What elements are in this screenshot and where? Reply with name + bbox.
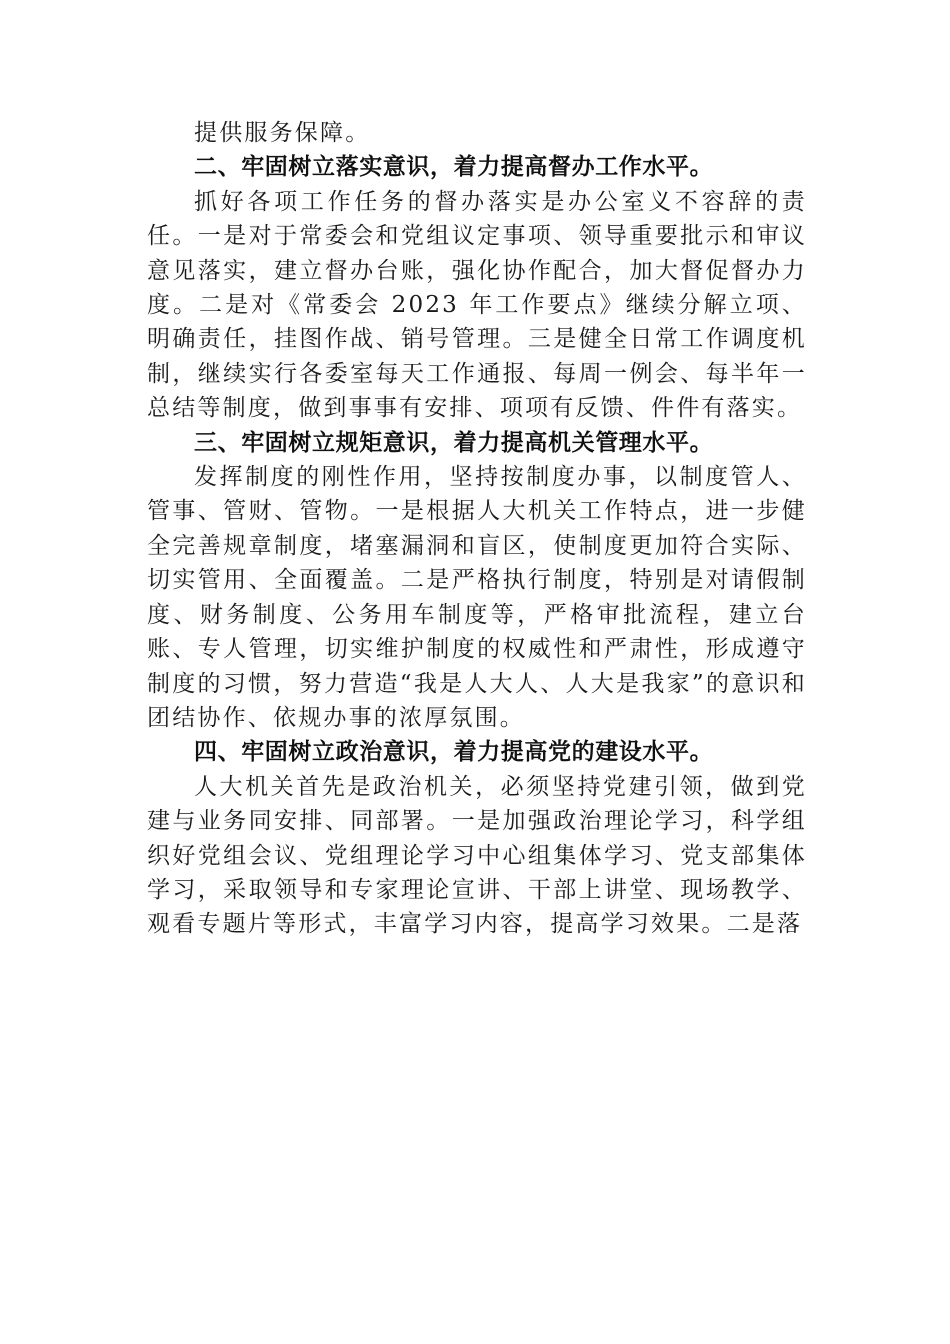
section-2-heading: 二、牢固树立落实意识，着力提高督办工作水平。 <box>194 154 714 181</box>
section-2-paragraph: 抓好各项工作任务的督办落实是办公室义不容辞的责任。一是对于常委会和党组议定事项、领导重要批示和审议意见落实，建立督办台账，强化协作配合，加大督促督办力度。二是对《常委会 2023 年工作要点》继续分解立项、明确责任，挂图作战、销号管理。三是健全日常工作调度机制，继续实行各委室每天工作通报、每周一例会、每半年一总结等制度，做到事事有安排、项项有反馈、件件有落实。 <box>147 188 807 422</box>
section-3-paragraph: 发挥制度的刚性作用，坚持按制度办事，以制度管人、管事、管财、管物。一是根据人大机关工作特点，进一步健全完善规章制度，堵塞漏洞和盲区，使制度更加符合实际、切实管用、全面覆盖。二是严格执行制度，特别是对请假制度、财务制度、公务用车制度等，严格审批流程，建立台账、专人管理，切实维护制度的权威性和严肃性，形成遵守制度的习惯，努力营造“我是人大人、人大是我家”的意识和团结协作、依规办事的浓厚氛围。 <box>147 464 807 731</box>
section-3-heading: 三、牢固树立规矩意识，着力提高机关管理水平。 <box>194 429 714 456</box>
section-4-paragraph: 人大机关首先是政治机关，必须坚持党建引领，做到党建与业务同安排、同部署。一是加强政治理论学习，科学组织好党组会议、党组理论学习中心组集体学习、党支部集体学习，采取领导和专家理论宣讲、干部上讲堂、现场教学、观看专题片等形式，丰富学习内容，提高学习效果。二是落 <box>147 773 807 938</box>
continuation-paragraph: 提供服务保障。 <box>194 120 371 146</box>
document-body <box>147 116 807 942</box>
section-4-heading: 四、牢固树立政治意识，着力提高党的建设水平。 <box>194 739 714 766</box>
